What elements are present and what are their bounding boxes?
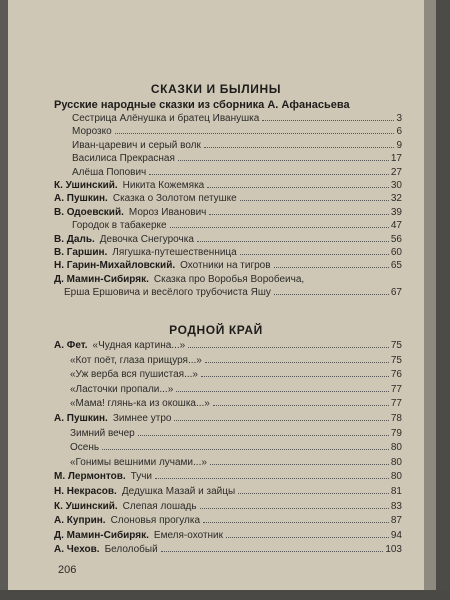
- dot-leader: [188, 347, 389, 348]
- toc-entry: [54, 530, 402, 542]
- toc-entry: [70, 355, 402, 367]
- toc-entry: [70, 428, 402, 440]
- toc-entry-page: 67: [390, 287, 402, 299]
- toc-entry-page: 6: [396, 126, 402, 138]
- toc-entry-title: «Кот поёт, глаза прищуря...»: [70, 354, 202, 366]
- toc-entry-page: 77: [390, 398, 402, 410]
- toc-entry: [54, 486, 402, 498]
- toc-entry-title: Ерша Ершовича и весёлого трубочиста Яшу: [64, 287, 271, 299]
- toc-entry-page: 17: [390, 153, 402, 165]
- toc-entry: [72, 113, 402, 125]
- toc-entry-page: 80: [390, 442, 402, 454]
- toc-entry-page: 3: [396, 113, 402, 124]
- toc-entry-page: 65: [390, 260, 402, 272]
- book-page: [8, 0, 424, 590]
- toc-entry: [64, 287, 402, 299]
- toc-entry-title: «Мама! глянь-ка из окошка...»: [70, 398, 210, 410]
- bottom-shadow: [0, 590, 450, 600]
- dot-leader: [205, 362, 389, 363]
- toc-entry: [70, 384, 402, 396]
- toc-entry-page: 30: [390, 180, 402, 191]
- toc-entry-title: Василиса Прекрасная: [72, 153, 175, 165]
- toc-entry: [72, 167, 402, 179]
- toc-entry-page: 87: [390, 515, 402, 527]
- toc-entry-title: Никита Кожемяка: [122, 180, 205, 191]
- dot-leader: [138, 435, 389, 436]
- toc-entry-page: 32: [390, 193, 402, 205]
- dot-leader: [200, 508, 389, 509]
- toc-entry-page: 60: [390, 247, 402, 258]
- toc-entry-title: «Чудная картина...»: [92, 340, 186, 351]
- toc-entry-title: Зимнее утро: [112, 413, 172, 424]
- dot-leader: [207, 187, 389, 188]
- dot-leader: [203, 522, 389, 523]
- toc-entry-title: Алёша Попович: [72, 166, 147, 178]
- toc-entry-page: 80: [390, 471, 402, 483]
- toc-entry: [54, 193, 402, 205]
- toc-entry-title: Тучи: [130, 471, 152, 483]
- toc-entry-title: Белолобый: [104, 544, 158, 556]
- dot-leader: [213, 405, 389, 406]
- toc-entry-title: Осень: [70, 442, 100, 454]
- toc-entry-title: Слепая лошадь: [122, 500, 197, 512]
- toc-entry-page: 39: [390, 206, 402, 218]
- toc-entry: [54, 180, 402, 192]
- toc-entry-author: В. Даль.: [54, 233, 95, 245]
- toc-entry: [70, 398, 402, 410]
- toc-entry-author: В. Гаршин.: [54, 247, 108, 258]
- toc-entry-page: 80: [390, 456, 402, 468]
- toc-entry-author: К. Ушинский.: [54, 180, 118, 191]
- dot-leader: [262, 120, 394, 121]
- toc-entry-author: А. Пушкин.: [54, 413, 108, 424]
- dot-leader: [240, 254, 389, 255]
- toc-entry: [72, 126, 402, 138]
- toc-entry-page: 78: [390, 413, 402, 424]
- toc-entry: [54, 471, 402, 483]
- dot-leader: [201, 376, 389, 377]
- toc-entry: [54, 274, 368, 286]
- toc-entry-author: Д. Мамин-Сибиряк.: [54, 529, 149, 541]
- toc-entry: [54, 207, 402, 219]
- toc-entry: [72, 140, 402, 152]
- toc-entry-author: Д. Мамин-Сибиряк.: [54, 273, 149, 285]
- toc-entry: [72, 220, 402, 232]
- toc-entry: [54, 413, 402, 425]
- dot-leader: [197, 241, 389, 242]
- toc-entry: [54, 544, 402, 556]
- dot-leader: [176, 391, 389, 392]
- toc-entry-title: Слоновья прогулка: [110, 515, 201, 527]
- dot-leader: [149, 174, 389, 175]
- dot-leader: [210, 464, 389, 465]
- toc-entry-author: А. Фет.: [54, 340, 88, 351]
- toc-entry-page: 27: [390, 166, 402, 178]
- toc-entry: [70, 442, 402, 454]
- toc-entry-author: В. Одоевский.: [54, 206, 124, 218]
- toc-entry-author: А. Куприн.: [54, 515, 106, 527]
- dot-leader: [115, 133, 395, 134]
- toc-entry-author: Н. Некрасов.: [54, 486, 117, 497]
- page-number: 206: [58, 564, 77, 576]
- toc-entry-title: Сказка о Золотом петушке: [112, 193, 237, 205]
- dot-leader: [161, 551, 384, 552]
- toc-entry-title: Дедушка Мазай и зайцы: [121, 486, 236, 497]
- dot-leader: [240, 200, 389, 201]
- section-title-native-land: РОДНОЙ КРАЙ: [169, 323, 263, 337]
- toc-entry-page: 79: [390, 427, 402, 439]
- toc-entry-page: 75: [390, 354, 402, 366]
- toc-entry: [72, 153, 402, 165]
- toc-entry-author: А. Чехов.: [54, 544, 100, 556]
- dot-leader: [155, 478, 389, 479]
- toc-entry-title: Сказка про Воробья Воробеича,: [153, 273, 305, 285]
- toc-entry-title: Емеля-охотник: [153, 529, 224, 541]
- toc-entry-title: Лягушка-путешественница: [112, 247, 237, 258]
- book-gutter-shadow: [0, 0, 8, 600]
- toc-entry-title: Девочка Снегурочка: [99, 233, 194, 245]
- toc-entry-title: «Уж верба вся пушистая...»: [70, 369, 198, 381]
- toc-entry-page: 77: [390, 383, 402, 395]
- toc-entry: [54, 340, 402, 352]
- toc-entry-title: Охотники на тигров: [180, 260, 271, 272]
- dot-leader: [170, 227, 389, 228]
- toc-entry: [54, 501, 402, 513]
- dot-leader: [274, 294, 389, 295]
- next-page-edge: [424, 0, 436, 600]
- toc-entry-title: Сестрица Алёнушка и братец Иванушка: [72, 113, 260, 124]
- section-subtitle: Русские народные сказки из сборника А. Афанасьева: [54, 99, 350, 111]
- toc-entry-page: 47: [390, 220, 402, 232]
- toc-entry-author: А. Пушкин.: [54, 193, 108, 205]
- toc-entry-page: 81: [390, 486, 402, 497]
- toc-entry-page: 94: [390, 529, 402, 541]
- toc-entry-page: 75: [390, 340, 402, 351]
- toc-entry: [54, 234, 402, 246]
- toc-entry-page: 76: [390, 369, 402, 381]
- dot-leader: [226, 537, 389, 538]
- toc-entry-title: Морозко: [72, 126, 112, 138]
- toc-entry-author: М. Лермонтов.: [54, 471, 126, 483]
- dot-leader: [174, 420, 388, 421]
- toc-entry: [54, 247, 402, 259]
- dot-leader: [274, 267, 389, 268]
- dot-leader: [102, 449, 389, 450]
- toc-entry-page: 9: [396, 139, 402, 151]
- toc-entry-title: Мороз Иванович: [128, 206, 207, 218]
- toc-entry-title: «Гонимы вешними лучами...»: [70, 456, 207, 468]
- toc-entry-page: 83: [390, 500, 402, 512]
- toc-entry: [70, 369, 402, 381]
- toc-entry-page: 56: [390, 233, 402, 245]
- dot-leader: [209, 214, 388, 215]
- toc-entry: [54, 260, 402, 272]
- toc-entry-title: Иван-царевич и серый волк: [72, 139, 201, 151]
- toc-entry-title: Городок в табакерке: [72, 220, 167, 232]
- dot-leader: [204, 147, 395, 148]
- dot-leader: [238, 493, 389, 494]
- toc-entry-author: Н. Гарин-Михайловский.: [54, 260, 176, 272]
- toc-entry-page: 103: [385, 544, 402, 556]
- toc-entry-title: Зимний вечер: [70, 427, 135, 439]
- toc-entry-title: «Ласточки пропали...»: [70, 383, 174, 395]
- toc-entry: [70, 457, 402, 469]
- dot-leader: [178, 160, 389, 161]
- section-title-fairy-tales: СКАЗКИ И БЫЛИНЫ: [150, 82, 282, 96]
- toc-entry: [54, 515, 402, 527]
- toc-entry-author: К. Ушинский.: [54, 500, 118, 512]
